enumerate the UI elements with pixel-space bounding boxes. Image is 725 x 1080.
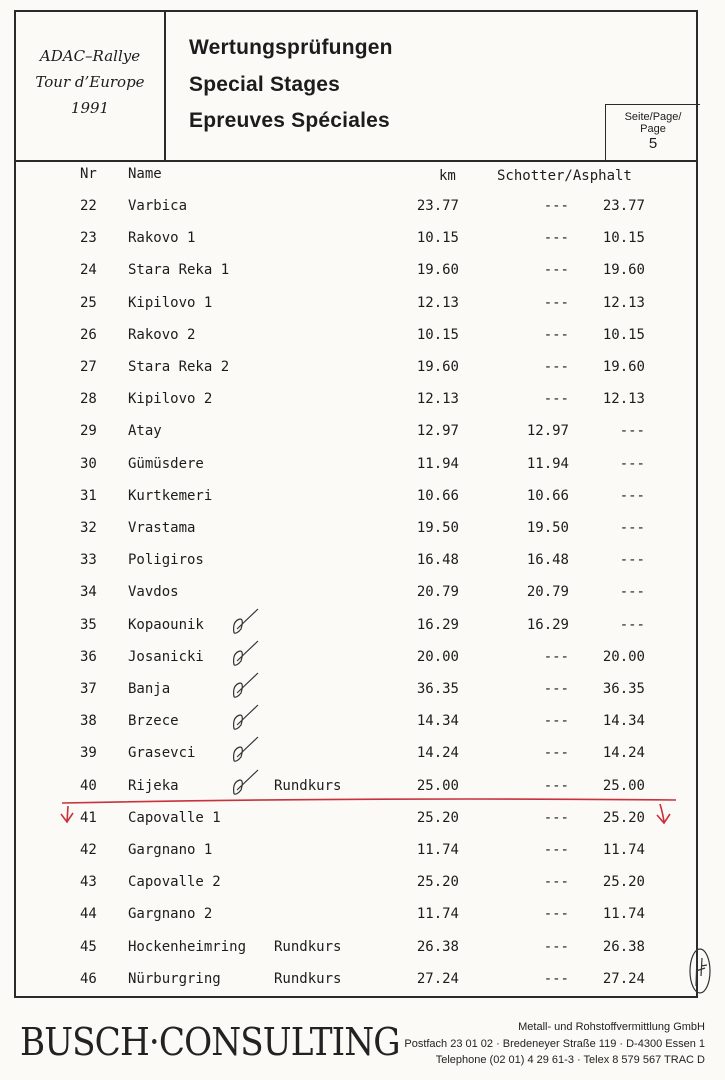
stage-km: 20.79	[416, 584, 459, 600]
stage-name: Rakovo 1	[128, 230, 196, 246]
stage-asphalt: 11.74	[602, 842, 645, 858]
stage-number: 40	[80, 778, 97, 794]
title-english: Special Stages	[189, 73, 341, 96]
stage-asphalt: 19.60	[602, 359, 645, 375]
stage-name: Gargnano 1	[128, 842, 213, 858]
stage-number: 22	[80, 198, 97, 214]
column-header-surface: Schotter/Asphalt	[497, 168, 632, 184]
stage-number: 26	[80, 327, 97, 343]
page-label: Page	[640, 123, 666, 135]
stage-schotter: ---	[543, 359, 569, 375]
stage-name: Kopaounik	[128, 617, 204, 633]
red-arrow-left-icon	[61, 806, 73, 822]
stage-km: 10.15	[416, 327, 459, 343]
stage-asphalt: 12.13	[602, 391, 645, 407]
red-divider-line	[62, 799, 676, 803]
stage-schotter: ---	[543, 198, 569, 214]
stage-km: 19.60	[416, 359, 459, 375]
page-number: 5	[648, 135, 658, 152]
stage-name: Atay	[128, 423, 162, 439]
stage-note: Rundkurs	[274, 778, 342, 794]
stage-name: Gümüsdere	[128, 456, 204, 472]
stage-asphalt: ---	[619, 520, 645, 536]
stage-km: 19.50	[416, 520, 459, 536]
stage-schotter: 11.94	[526, 456, 569, 472]
stage-asphalt: 14.34	[602, 713, 645, 729]
stage-asphalt: 12.13	[602, 295, 645, 311]
stage-km: 25.20	[416, 874, 459, 890]
stage-number: 27	[80, 359, 97, 375]
stage-schotter: 20.79	[526, 584, 569, 600]
stage-km: 12.13	[416, 391, 459, 407]
stage-name: Kipilovo 2	[128, 391, 213, 407]
stage-km: 16.29	[416, 617, 459, 633]
handwritten-initials	[688, 946, 714, 996]
stage-asphalt: ---	[619, 552, 645, 568]
stage-km: 25.20	[416, 810, 459, 826]
stage-km: 11.94	[416, 456, 459, 472]
stage-name: Poligiros	[128, 552, 204, 568]
stage-km: 16.48	[416, 552, 459, 568]
stage-asphalt: 25.20	[602, 874, 645, 890]
stage-number: 28	[80, 391, 97, 407]
company-subtitle: Metall- und Rohstoffvermittlung GmbH	[518, 1021, 705, 1033]
stage-km: 14.34	[416, 713, 459, 729]
stage-asphalt: ---	[619, 584, 645, 600]
stage-name: Rakovo 2	[128, 327, 196, 343]
stage-schotter: 10.66	[526, 488, 569, 504]
stage-number: 44	[80, 906, 97, 922]
stage-km: 20.00	[416, 649, 459, 665]
stage-km: 11.74	[416, 906, 459, 922]
stage-number: 38	[80, 713, 97, 729]
company-logo: BUSCH·CONSULTING	[20, 1020, 400, 1064]
stage-number: 42	[80, 842, 97, 858]
stage-name: Vavdos	[128, 584, 179, 600]
stage-number: 33	[80, 552, 97, 568]
stage-schotter: 16.48	[526, 552, 569, 568]
stage-number: 31	[80, 488, 97, 504]
stage-km: 26.38	[416, 939, 459, 955]
stage-km: 10.66	[416, 488, 459, 504]
title-french: Epreuves Spéciales	[189, 109, 390, 132]
stage-name: Stara Reka 1	[128, 262, 230, 278]
stage-name: Varbica	[128, 198, 188, 214]
stage-number: 45	[80, 939, 97, 955]
stage-schotter: ---	[543, 971, 569, 987]
stage-name: Kurtkemeri	[128, 488, 213, 504]
stage-name: Kipilovo 1	[128, 295, 213, 311]
column-header-nr: Nr	[80, 166, 97, 182]
stage-km: 36.35	[416, 681, 459, 697]
stage-schotter: ---	[543, 262, 569, 278]
stage-asphalt: 20.00	[602, 649, 645, 665]
event-name-line: ADAC–Rallye	[39, 47, 141, 65]
column-header-km: km	[439, 168, 456, 184]
stage-schotter: ---	[543, 745, 569, 761]
stage-asphalt: ---	[619, 617, 645, 633]
stage-schotter: ---	[543, 810, 569, 826]
column-header-name: Name	[128, 166, 162, 182]
stage-asphalt: 36.35	[602, 681, 645, 697]
stage-km: 19.60	[416, 262, 459, 278]
stage-number: 46	[80, 971, 97, 987]
stage-schotter: ---	[543, 391, 569, 407]
stage-schotter: 19.50	[526, 520, 569, 536]
stage-number: 32	[80, 520, 97, 536]
event-name-line: Tour d’Europe	[35, 73, 145, 91]
stage-schotter: 16.29	[526, 617, 569, 633]
stage-asphalt: 10.15	[602, 327, 645, 343]
stage-km: 27.24	[416, 971, 459, 987]
red-arrow-right-icon	[657, 804, 670, 823]
stage-km: 23.77	[416, 198, 459, 214]
stage-km: 14.24	[416, 745, 459, 761]
stage-name: Rijeka	[128, 778, 179, 794]
stage-km: 11.74	[416, 842, 459, 858]
stage-name: Josanicki	[128, 649, 204, 665]
stage-number: 29	[80, 423, 97, 439]
stage-number: 25	[80, 295, 97, 311]
stage-schotter: ---	[543, 649, 569, 665]
title-german: Wertungsprüfungen	[189, 36, 393, 59]
stage-name: Gargnano 2	[128, 906, 213, 922]
stage-schotter: ---	[543, 681, 569, 697]
stage-schotter: ---	[543, 874, 569, 890]
stage-schotter: ---	[543, 906, 569, 922]
stage-number: 39	[80, 745, 97, 761]
stage-schotter: ---	[543, 939, 569, 955]
stage-note: Rundkurs	[274, 971, 342, 987]
stage-asphalt: 23.77	[602, 198, 645, 214]
stage-asphalt: 25.20	[602, 810, 645, 826]
stage-number: 34	[80, 584, 97, 600]
stage-name: Grasevci	[128, 745, 196, 761]
stage-asphalt: ---	[619, 423, 645, 439]
stage-asphalt: 25.00	[602, 778, 645, 794]
stage-asphalt: ---	[619, 488, 645, 504]
stage-asphalt: 19.60	[602, 262, 645, 278]
stage-name: Capovalle 1	[128, 810, 221, 826]
stage-asphalt: 11.74	[602, 906, 645, 922]
stage-km: 25.00	[416, 778, 459, 794]
stage-name: Nürburgring	[128, 971, 221, 987]
stage-number: 37	[80, 681, 97, 697]
stage-asphalt: ---	[619, 456, 645, 472]
page-label: Seite/Page/	[624, 111, 682, 123]
company-phone: Telephone (02 01) 4 29 61-3 · Telex 8 579 567 TRAC D	[435, 1054, 705, 1066]
stage-schotter: 12.97	[526, 423, 569, 439]
stage-name: Hockenheimring	[128, 939, 247, 955]
stage-asphalt: 26.38	[602, 939, 645, 955]
stage-number: 36	[80, 649, 97, 665]
stage-km: 10.15	[416, 230, 459, 246]
stage-schotter: ---	[543, 842, 569, 858]
stage-number: 41	[80, 810, 97, 826]
stage-schotter: ---	[543, 778, 569, 794]
stage-schotter: ---	[543, 713, 569, 729]
stage-name: Brzece	[128, 713, 179, 729]
stage-schotter: ---	[543, 295, 569, 311]
stage-km: 12.13	[416, 295, 459, 311]
stage-number: 30	[80, 456, 97, 472]
stage-number: 35	[80, 617, 97, 633]
stage-name: Vrastama	[128, 520, 196, 536]
stage-km: 12.97	[416, 423, 459, 439]
company-address: Postfach 23 01 02 · Bredeneyer Straße 119 · D-4300 Essen 1	[404, 1038, 705, 1050]
stage-number: 24	[80, 262, 97, 278]
stage-note: Rundkurs	[274, 939, 342, 955]
stage-name: Capovalle 2	[128, 874, 221, 890]
stage-asphalt: 27.24	[602, 971, 645, 987]
stage-name: Stara Reka 2	[128, 359, 230, 375]
stage-schotter: ---	[543, 327, 569, 343]
stage-asphalt: 14.24	[602, 745, 645, 761]
event-year: 1991	[70, 99, 110, 117]
stage-number: 43	[80, 874, 97, 890]
stage-number: 23	[80, 230, 97, 246]
stage-name: Banja	[128, 681, 171, 697]
stage-asphalt: 10.15	[602, 230, 645, 246]
stage-schotter: ---	[543, 230, 569, 246]
